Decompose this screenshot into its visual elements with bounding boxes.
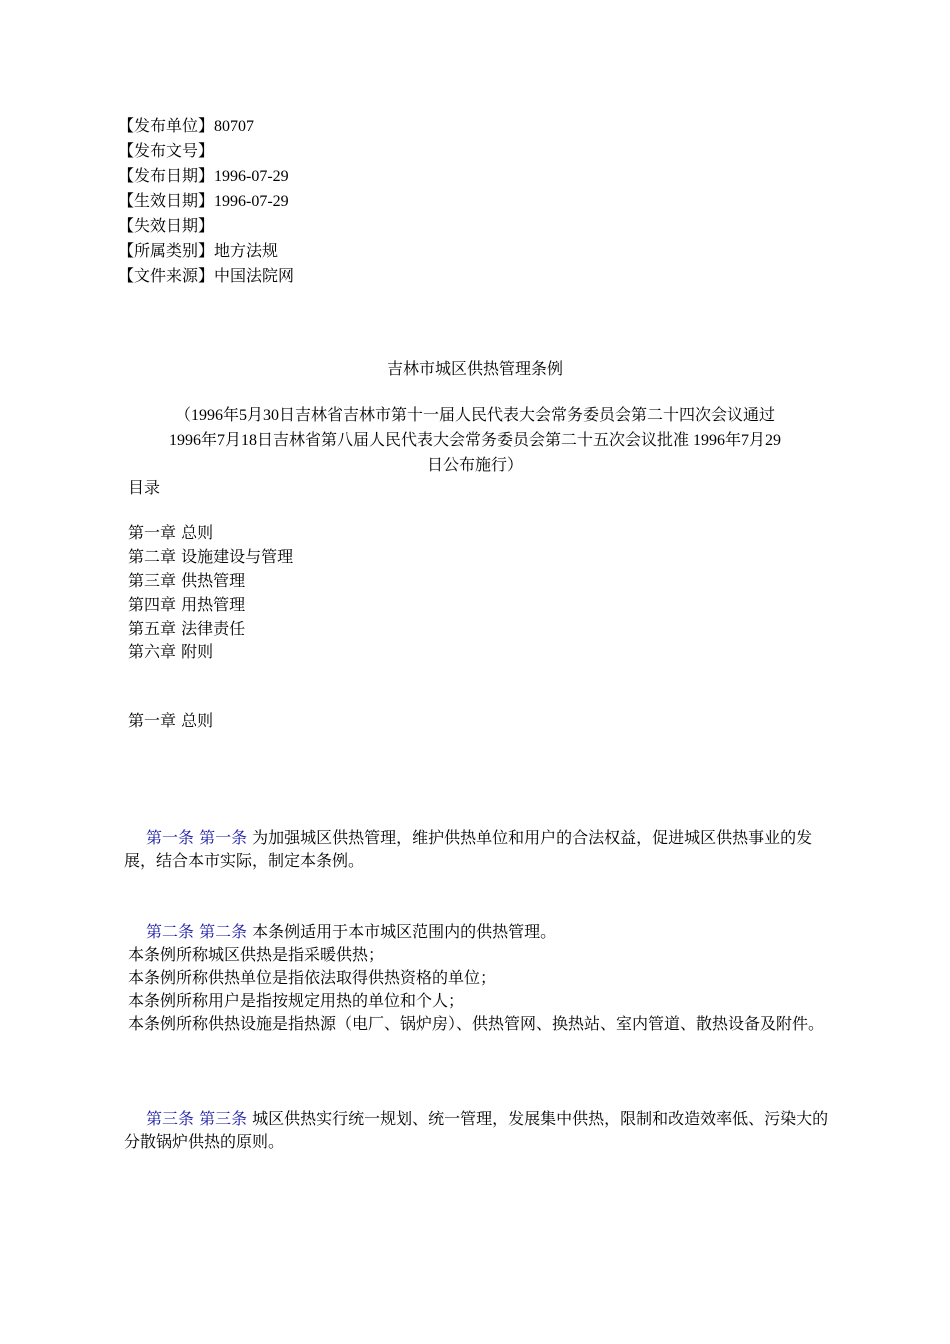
meta-value: 地方法规 [214, 241, 279, 260]
toc-item: 第六章 附则 [128, 642, 214, 661]
meta-label: 【发布日期】 [118, 166, 215, 185]
subtitle-line-2: 1996年7月18日吉林省第八届人民代表大会常务委员会第二十五次会议批准 1996年7月29 [168, 432, 781, 449]
meta-publisher [118, 116, 254, 137]
article-label: 第一条 第一条 [146, 828, 248, 847]
article-text: 城区供热实行统一规划、统一管理，发展集中供热，限制和改造效率低、污染大的分散锅炉供热的原则。 [124, 1109, 829, 1151]
chapter-heading: 第一章 总则 [128, 711, 214, 730]
meta-value: 80707 [214, 118, 255, 135]
article-2 [124, 920, 836, 1035]
toc-item: 第三章 供热管理 [128, 571, 246, 590]
toc-item: 第一章 总则 [128, 523, 214, 542]
meta-label: 【生效日期】 [118, 191, 215, 210]
meta-label: 【发布单位】 [118, 116, 215, 135]
toc-item: 第五章 法律责任 [128, 619, 246, 638]
meta-label: 【所属类别】 [118, 241, 215, 260]
meta-value: 中国法院网 [214, 266, 295, 285]
meta-expiry-date [118, 216, 214, 237]
meta-value: 1996-07-29 [214, 193, 289, 210]
article-3 [124, 1107, 836, 1153]
article-text: 为加强城区供热管理，维护供热单位和用户的合法权益，促进城区供热事业的发展，结合本市实际，制定本条例。 [124, 828, 813, 870]
subtitle-line-1: （1996年5月30日吉林省吉林市第十一届人民代表大会常务委员会第二十四次会议通过 [174, 407, 775, 424]
meta-value: 1996-07-29 [214, 168, 289, 185]
meta-publish-date [118, 166, 289, 187]
article-1 [124, 826, 836, 872]
article-text: 本条例适用于本市城区范围内的供热管理。 [247, 922, 557, 941]
meta-label: 【文件来源】 [118, 266, 215, 285]
article-line: 本条例所称城区供热是指采暖供热； [128, 945, 385, 964]
meta-effective-date [118, 191, 289, 212]
article-line: 本条例所称供热设施是指热源（电厂、锅炉房）、供热管网、换热站、室内管道、散热设备及附件。 [128, 1014, 825, 1033]
subtitle-line-3: 日公布施行） [426, 455, 523, 474]
article-label: 第二条 第二条 [146, 922, 248, 941]
article-line: 本条例所称用户是指按规定用热的单位和个人； [128, 991, 465, 1010]
toc-item: 第二章 设施建设与管理 [128, 547, 294, 566]
article-line: 本条例所称供热单位是指依法取得供热资格的单位； [128, 968, 497, 987]
document-title: 吉林市城区供热管理条例 [386, 359, 563, 378]
meta-source [118, 266, 294, 286]
meta-category [118, 241, 278, 261]
meta-label: 【失效日期】 [118, 216, 215, 235]
toc-heading: 目录 [128, 478, 161, 497]
meta-label: 【发布文号】 [118, 141, 215, 160]
meta-doc-number [118, 141, 214, 162]
article-label: 第三条 第三条 [146, 1109, 248, 1128]
toc-item: 第四章 用热管理 [128, 595, 246, 614]
